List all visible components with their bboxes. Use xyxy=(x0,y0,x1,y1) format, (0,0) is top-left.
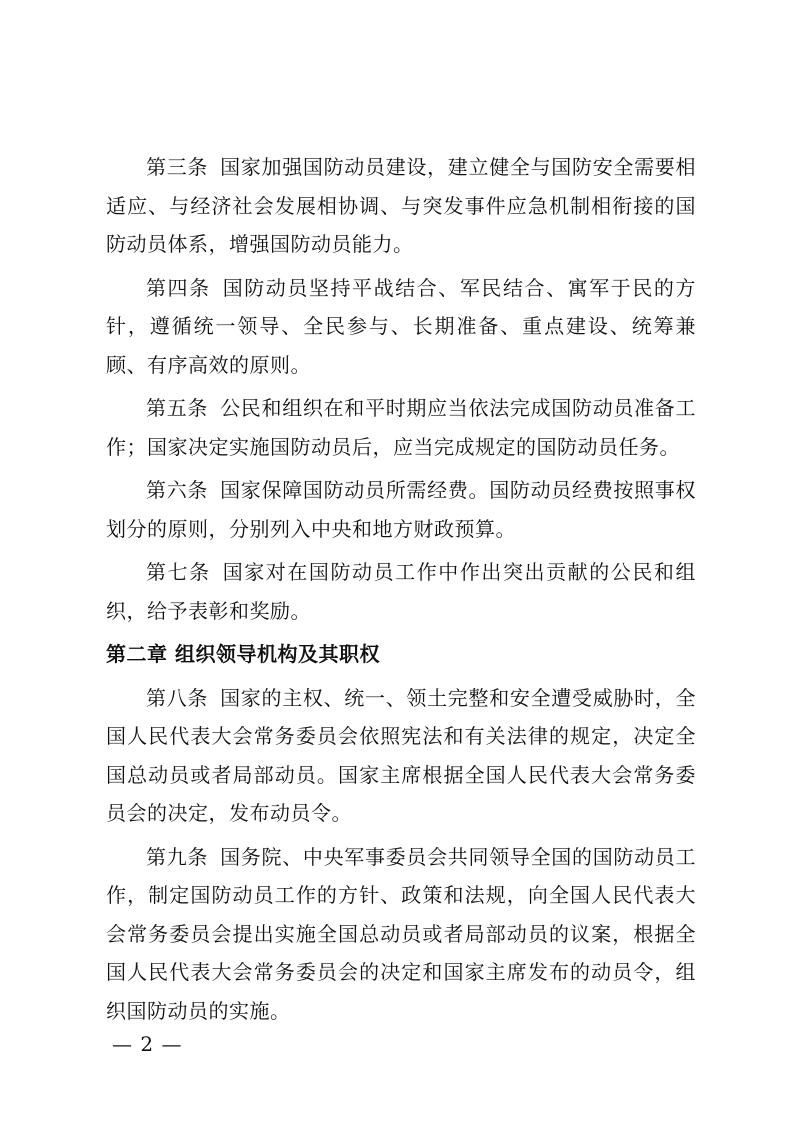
article-number: 第五条 xyxy=(146,396,209,420)
article-text: 国家的主权、统一、领土完整和安全遭受威胁时，全国人民代表大会常务委员会依照宪法和有关法律的规定，决定全国总动员或者局部动员。国家主席根据全国人民代表大会常务委员会的决定，发布动员令。 xyxy=(106,685,697,825)
article-text: 国务院、中央军事委员会共同领导全国的国防动员工作，制定国防动员工作的方针、政策和法规，向全国人民代表大会常务委员会提出实施全国总动员或者局部动员的议案，根据全国人民代表大会常务委员会的决定和国家主席发布的动员令，组织国防动员的实施。 xyxy=(106,844,697,1023)
article-text: 公民和组织在和平时期应当依法完成国防动员准备工作；国家决定实施国防动员后，应当完成规定的国防动员任务。 xyxy=(106,396,697,459)
article-text: 国家加强国防动员建设，建立健全与国防安全需要相适应、与经济社会发展相协调、与突发事件应急机制相衔接的国防动员体系，增强国防动员能力。 xyxy=(106,155,697,256)
article-number: 第六条 xyxy=(146,478,209,502)
article-8 xyxy=(106,679,696,833)
article-text: 国防动员坚持平战结合、军民结合、寓军于民的方针，遵循统一领导、全民参与、长期准备、重点建设、统筹兼顾、有序高效的原则。 xyxy=(106,275,696,377)
chapter-title: 第二章 组织领导机构及其职权 xyxy=(106,642,380,666)
article-number: 第七条 xyxy=(146,560,211,584)
article-number: 第九条 xyxy=(146,844,209,869)
article-number: 第四条 xyxy=(146,275,211,300)
article-number: 第八条 xyxy=(146,685,209,710)
article-5 xyxy=(106,389,696,466)
article-9 xyxy=(106,838,696,1031)
article-3 xyxy=(106,148,696,264)
page-number: — 2 — xyxy=(112,1032,183,1056)
article-number: 第三条 xyxy=(146,155,209,179)
article-text: 国家对在国防动员工作中作出突出贡献的公民和组织，给予表彰和奖励。 xyxy=(106,560,696,623)
article-6 xyxy=(106,471,696,548)
article-4 xyxy=(106,269,696,385)
article-7 xyxy=(106,553,696,630)
document-body xyxy=(106,148,696,1035)
article-text: 国家保障国防动员所需经费。国防动员经费按照事权划分的原则，分别列入中央和地方财政预算。 xyxy=(106,478,697,541)
